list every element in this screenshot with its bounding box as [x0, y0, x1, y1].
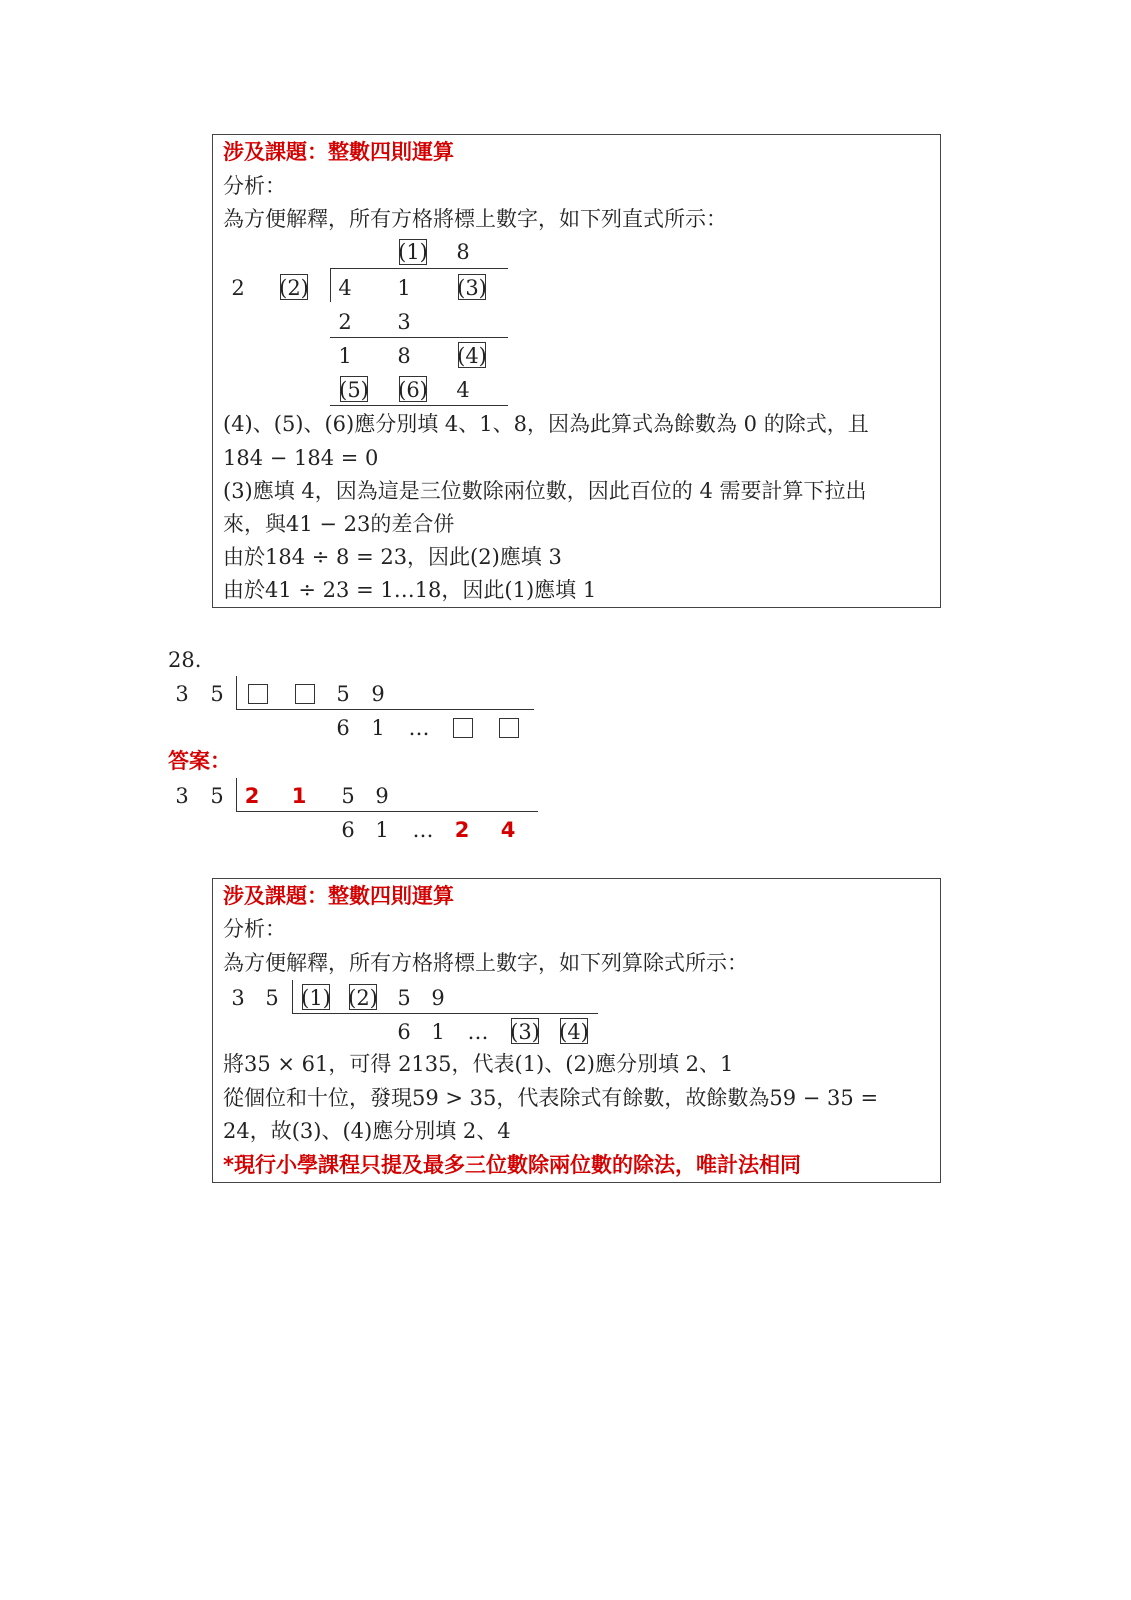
dividend-digit: 5	[336, 682, 350, 706]
explanation-line: 將35 × 61，可得 2135，代表(1)、(2)應分別填 2、1	[223, 1052, 734, 1076]
step-digit: 3	[397, 310, 411, 334]
dividend-digit: (2)	[348, 986, 378, 1010]
subtraction-line	[330, 337, 508, 338]
quotient-digit: 8	[456, 240, 470, 264]
dividend-digit: 4	[338, 276, 352, 300]
ellipsis: …	[408, 716, 430, 740]
blank-square	[453, 718, 473, 738]
intro-text: 為方便解釋，所有方格將標上數字，如下列算除式所示：	[223, 951, 748, 975]
intro-text: 為方便解釋，所有方格將標上數字，如下列直式所示：	[223, 207, 727, 231]
quotient-digit: 6	[341, 818, 355, 842]
divisor-digit: 3	[231, 986, 245, 1010]
explanation-line: 24，故(3)、(4)應分別填 2、4	[223, 1119, 511, 1143]
quotient-digit: 6	[336, 716, 350, 740]
answer-digit: 1	[291, 784, 307, 808]
quotient-digit: 1	[375, 818, 389, 842]
explanation-line: 由於41 ÷ 23 = 1…18，因此(1)應填 1	[223, 578, 597, 602]
answer-digit: 4	[500, 818, 516, 842]
explanation-line: (4)、(5)、(6)應分別填 4、1、8，因為此算式為餘數為 0 的除式，且	[223, 412, 869, 436]
answer-digit: 2	[454, 818, 470, 842]
subtraction-line	[330, 405, 508, 406]
analysis-label: 分析：	[223, 174, 286, 198]
step-digit: 1	[338, 344, 352, 368]
division-bracket	[236, 676, 237, 710]
step-digit: 4	[456, 378, 470, 402]
explanation-line: 從個位和十位，發現59 > 35，代表除式有餘數，故餘數為59 − 35 =	[223, 1086, 879, 1110]
dividend-digit: 1	[397, 276, 411, 300]
dividend-digit: 9	[431, 986, 445, 1010]
step-digit: 2	[338, 310, 352, 334]
division-bar	[236, 709, 534, 710]
divisor-digit: (2)	[279, 276, 309, 300]
step-digit: (6)	[398, 378, 428, 402]
division-bar	[292, 1013, 598, 1014]
quotient-digit: (3)	[510, 1020, 540, 1044]
divisor-digit: 2	[231, 276, 245, 300]
question-number: 28.	[168, 648, 202, 672]
divisor-digit: 3	[175, 784, 189, 808]
step-digit: 8	[397, 344, 411, 368]
dividend-digit: (1)	[301, 986, 331, 1010]
explanation-line: 來，與41 − 23的差合併	[223, 512, 455, 536]
dividend-digit: 5	[397, 986, 411, 1010]
blank-square	[295, 684, 315, 704]
divisor-digit: 3	[175, 682, 189, 706]
blank-square	[248, 684, 268, 704]
topic-heading: 涉及課題：整數四則運算	[223, 140, 454, 164]
quotient-digit: 6	[397, 1020, 411, 1044]
quotient-digit: 1	[371, 716, 385, 740]
division-bar	[236, 811, 538, 812]
analysis-label: 分析：	[223, 917, 286, 941]
dividend-digit: 5	[341, 784, 355, 808]
quotient-digit: 1	[431, 1020, 445, 1044]
analysis-box-1	[212, 134, 941, 608]
step-digit: (5)	[339, 378, 369, 402]
curriculum-note: *現行小學課程只提及最多三位數除兩位數的除法，唯計法相同	[223, 1153, 801, 1177]
division-bracket	[292, 980, 293, 1014]
dividend-digit: 9	[371, 682, 385, 706]
quotient-digit: (4)	[559, 1020, 589, 1044]
ellipsis: …	[412, 818, 434, 842]
topic-heading: 涉及課題：整數四則運算	[223, 884, 454, 908]
divisor-digit: 5	[210, 784, 224, 808]
step-digit: (4)	[457, 344, 487, 368]
ellipsis: …	[467, 1020, 489, 1044]
explanation-line: 由於184 ÷ 8 = 23，因此(2)應填 3	[223, 545, 562, 569]
explanation-line: 184 − 184 = 0	[223, 446, 379, 470]
division-bar	[330, 268, 508, 269]
answer-digit: 2	[244, 784, 260, 808]
divisor-digit: 5	[265, 986, 279, 1010]
quotient-digit: (1)	[398, 240, 428, 264]
blank-square	[499, 718, 519, 738]
dividend-digit: 9	[375, 784, 389, 808]
dividend-digit: (3)	[457, 276, 487, 300]
explanation-line: (3)應填 4，因為這是三位數除兩位數，因此百位的 4 需要計算下拉出	[223, 479, 867, 503]
answer-label: 答案：	[168, 749, 231, 773]
divisor-digit: 5	[210, 682, 224, 706]
